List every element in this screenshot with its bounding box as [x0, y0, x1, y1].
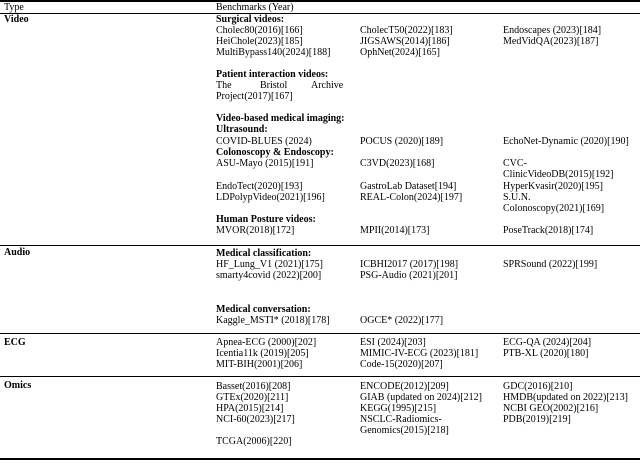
list-item: smarty4covid (2022)[200] — [216, 270, 322, 281]
list-item: Genomics(2015)[218] — [360, 425, 449, 436]
list-item: MIT-BIH(2001)[206] — [216, 359, 303, 370]
ultrasound-heading: Ultrasound: — [216, 124, 268, 135]
list-item: SPRSound (2022)[199] — [503, 259, 598, 270]
list-item: Endoscapes (2023)[184] — [503, 25, 602, 36]
list-item: PSG-Audio (2021)[201] — [360, 270, 458, 281]
list-item: Project(2017)[167] — [216, 91, 293, 102]
list-item: NCBI GEO(2002)[216] — [503, 403, 599, 414]
list-item: REAL-Colon(2024)[197] — [360, 192, 463, 203]
list-item: Icentia11k (2019)[205] — [216, 348, 309, 359]
section-rule — [0, 376, 640, 377]
list-item: PTB-XL (2020)[180] — [503, 348, 589, 359]
list-item: OphNet(2024)[165] — [360, 47, 440, 58]
list-item: Code-15(2020)[207] — [360, 359, 443, 370]
type-video: Video — [4, 14, 29, 25]
list-item: S.U.N. — [503, 192, 531, 203]
list-item-word: The — [216, 80, 232, 91]
list-item: MultiBypass140(2024)[188] — [216, 47, 331, 58]
list-item-word: Bristol — [260, 80, 288, 91]
header-type: Type — [4, 2, 24, 13]
list-item: Cholec80(2016)[166] — [216, 25, 303, 36]
list-item: HeiChole(2023)[185] — [216, 36, 303, 47]
list-item: ECG-QA (2024)[204] — [503, 337, 592, 348]
list-item: GIAB (updated on 2024)[212] — [360, 392, 482, 403]
list-item: C3VD(2023)[168] — [360, 158, 435, 169]
list-item: KEGG(1995)[215] — [360, 403, 437, 414]
list-item: OGCE* (2022)[177] — [360, 315, 444, 326]
list-item: ICBHI2017 (2017)[198] — [360, 259, 459, 270]
list-item: TCGA(2006)[220] — [216, 436, 292, 447]
list-item: CholecT50(2022)[183] — [360, 25, 453, 36]
posture-heading: Human Posture videos: — [216, 214, 316, 225]
bottom-rule — [0, 458, 640, 460]
header-rule — [0, 13, 640, 14]
top-rule — [0, 0, 640, 2]
list-item: ENCODE(2012)[209] — [360, 381, 449, 392]
list-item: ASU-Mayo (2015)[191] — [216, 158, 314, 169]
list-item-word: Archive — [311, 80, 344, 91]
list-item: EndoTect(2020)[193] — [216, 181, 303, 192]
conversation-heading: Medical conversation: — [216, 304, 311, 315]
list-item: COVID-BLUES (2024) — [216, 136, 312, 147]
list-item: Apnea-ECG (2000)[202] — [216, 337, 317, 348]
list-item: ClinicVideoDB(2015)[192] — [503, 169, 614, 180]
colonoscopy-heading: Colonoscopy & Endoscopy: — [216, 147, 334, 158]
list-item: EchoNet-Dynamic (2020)[190] — [503, 136, 629, 147]
list-item: CVC- — [503, 158, 527, 169]
list-item: JIGSAWS(2014)[186] — [360, 36, 450, 47]
surgical-heading: Surgical videos: — [216, 14, 285, 25]
list-item: HF_Lung_V1 (2021)[175] — [216, 259, 323, 270]
list-item: MedVidQA(2023)[187] — [503, 36, 599, 47]
section-rule — [0, 333, 640, 334]
section-rule — [0, 245, 640, 246]
list-item: Kaggle_MSTI* (2018)[178] — [216, 315, 330, 326]
type-audio: Audio — [4, 247, 31, 258]
list-item: HPA(2015)[214] — [216, 403, 284, 414]
list-item: LDPolypVideo(2021)[196] — [216, 192, 325, 203]
list-item: MVOR(2018)[172] — [216, 225, 295, 236]
list-item: PDB(2019)[219] — [503, 414, 571, 425]
list-item: ESI (2024)[203] — [360, 337, 426, 348]
list-item: Colonoscopy(2021)[169] — [503, 203, 605, 214]
list-item: HMDB(updated on 2022)[213] — [503, 392, 628, 403]
list-item: GastroLab Dataset[194] — [360, 181, 457, 192]
patient-heading: Patient interaction videos: — [216, 69, 329, 80]
list-item: NSCLC-Radiomics- — [360, 414, 442, 425]
classification-heading: Medical classification: — [216, 248, 312, 259]
list-item: NCI-60(2023)[217] — [216, 414, 295, 425]
list-item: Basset(2016)[208] — [216, 381, 291, 392]
list-item: MIMIC-IV-ECG (2023)[181] — [360, 348, 479, 359]
type-ecg: ECG — [4, 337, 26, 348]
list-item: PoseTrack(2018)[174] — [503, 225, 594, 236]
list-item: POCUS (2020)[189] — [360, 136, 444, 147]
list-item: GDC(2016)[210] — [503, 381, 573, 392]
list-item: HyperKvasir(2020)[195] — [503, 181, 603, 192]
imaging-heading: Video-based medical imaging: — [216, 113, 345, 124]
list-item: MPII(2014)[173] — [360, 225, 430, 236]
type-omics: Omics — [4, 380, 32, 391]
list-item: GTEx(2020)[211] — [216, 392, 289, 403]
header-benchmarks: Benchmarks (Year) — [216, 2, 294, 13]
